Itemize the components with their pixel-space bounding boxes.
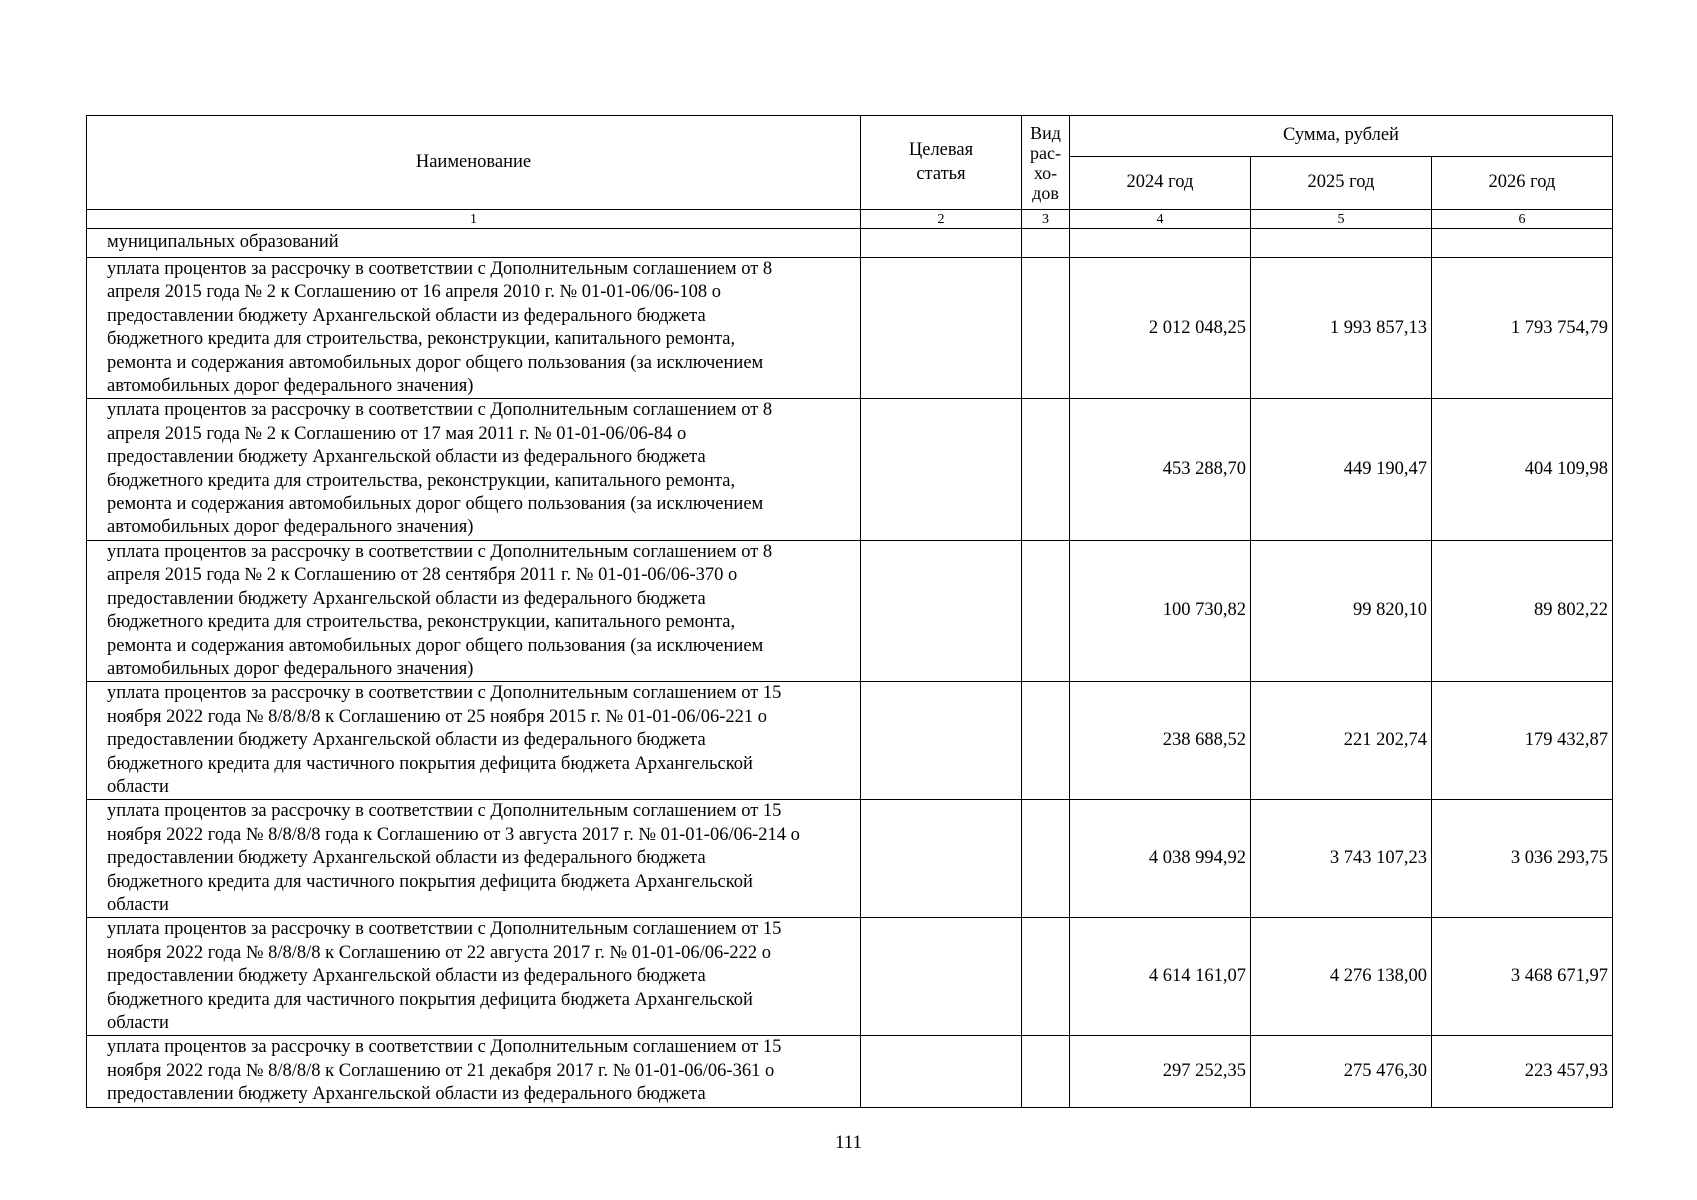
row-amount-2026: 179 432,87 bbox=[1432, 682, 1613, 800]
header-target-article bbox=[861, 116, 1022, 210]
header-target-article-line1: Целевая bbox=[908, 140, 974, 161]
header-year-2025: 2025 год bbox=[1251, 157, 1432, 210]
row-amount-2026: 404 109,98 bbox=[1432, 399, 1613, 540]
row-target-article bbox=[861, 682, 1022, 800]
row-name bbox=[87, 258, 861, 399]
table-row bbox=[87, 540, 1613, 681]
column-number-row bbox=[87, 210, 1613, 229]
row-name-line: апреля 2015 года № 2 к Соглашению от 16 апреля 2010 г. № 01-01-06/06-108 о bbox=[107, 282, 721, 303]
row-amount-2024: 4 614 161,07 bbox=[1070, 918, 1251, 1036]
header-expense-type-line: хо- bbox=[1033, 162, 1058, 183]
budget-table bbox=[86, 115, 1613, 1108]
row-name-line: уплата процентов за рассрочку в соответствии с Дополнительным соглашением от 8 bbox=[107, 400, 773, 421]
column-number: 6 bbox=[1432, 210, 1613, 229]
row-name-line: бюджетного кредита для строительства, реконструкции, капитального ремонта, bbox=[107, 470, 736, 491]
row-amount-2025: 1 993 857,13 bbox=[1251, 258, 1432, 399]
row-name-line: ремонта и содержания автомобильных дорог общего пользования (за исключением bbox=[107, 352, 764, 373]
row-name: муниципальных образований bbox=[87, 229, 861, 258]
row-amount-2025: 4 276 138,00 bbox=[1251, 918, 1432, 1036]
row-amount-2026: 3 468 671,97 bbox=[1432, 918, 1613, 1036]
row-amount-2025 bbox=[1251, 229, 1432, 258]
row-amount-2026: 1 793 754,79 bbox=[1432, 258, 1613, 399]
row-target-article bbox=[861, 229, 1022, 258]
row-target-article bbox=[861, 800, 1022, 918]
row-expense-type bbox=[1022, 229, 1070, 258]
row-name-line: апреля 2015 года № 2 к Соглашению от 17 мая 2011 г. № 01-01-06/06-84 о bbox=[107, 423, 687, 444]
column-number: 4 bbox=[1070, 210, 1251, 229]
row-name-line: ноября 2022 года № 8/8/8/8 года к Соглашению от 3 августа 2017 г. № 01-01-06/06-214 о bbox=[107, 824, 800, 845]
row-name-line: уплата процентов за рассрочку в соответствии с Дополнительным соглашением от 8 bbox=[107, 259, 773, 279]
row-name-line: автомобильных дорог федерального значения) bbox=[107, 517, 474, 538]
row-name-line: области bbox=[107, 1013, 169, 1033]
row-name bbox=[87, 540, 861, 681]
row-name-line: бюджетного кредита для частичного покрытия дефицита бюджета Архангельской bbox=[107, 753, 753, 774]
row-amount-2024: 2 012 048,25 bbox=[1070, 258, 1251, 399]
row-target-article bbox=[861, 918, 1022, 1036]
row-target-article bbox=[861, 258, 1022, 399]
row-name-line: предоставлении бюджету Архангельской области из федерального бюджета bbox=[107, 305, 706, 326]
row-amount-2025: 99 820,10 bbox=[1251, 540, 1432, 681]
row-name-line: апреля 2015 года № 2 к Соглашению от 28 сентября 2011 г. № 01-01-06/06-370 о bbox=[107, 565, 738, 586]
header-sum-group: Сумма, рублей bbox=[1070, 116, 1613, 157]
row-amount-2024: 4 038 994,92 bbox=[1070, 800, 1251, 918]
row-name-line: предоставлении бюджету Архангельской области из федерального бюджета bbox=[107, 730, 706, 751]
column-number: 3 bbox=[1022, 210, 1070, 229]
row-name bbox=[87, 682, 861, 800]
table-row bbox=[87, 682, 1613, 800]
column-number: 5 bbox=[1251, 210, 1432, 229]
table-body bbox=[87, 210, 1613, 1108]
row-name-line: бюджетного кредита для строительства, реконструкции, капитального ремонта, bbox=[107, 612, 736, 633]
row-amount-2024: 238 688,52 bbox=[1070, 682, 1251, 800]
row-name-line: уплата процентов за рассрочку в соответствии с Дополнительным соглашением от 8 bbox=[107, 541, 773, 562]
row-expense-type bbox=[1022, 258, 1070, 399]
row-name-line: уплата процентов за рассрочку в соответствии с Дополнительным соглашением от 15 bbox=[107, 683, 782, 704]
table-row bbox=[87, 800, 1613, 918]
row-name-line: автомобильных дорог федерального значения) bbox=[107, 376, 474, 397]
row-amount-2026: 3 036 293,75 bbox=[1432, 800, 1613, 918]
row-name bbox=[87, 800, 861, 918]
row-name-line: предоставлении бюджету Архангельской области из федерального бюджета bbox=[107, 588, 706, 609]
row-name-line: области bbox=[107, 776, 169, 797]
row-expense-type bbox=[1022, 800, 1070, 918]
table-row bbox=[87, 918, 1613, 1036]
row-target-article bbox=[861, 1036, 1022, 1107]
row-name-line: уплата процентов за рассрочку в соответствии с Дополнительным соглашением от 15 bbox=[107, 919, 782, 940]
row-expense-type bbox=[1022, 540, 1070, 681]
row-expense-type bbox=[1022, 1036, 1070, 1107]
table-header bbox=[87, 116, 1613, 210]
row-name bbox=[87, 1036, 861, 1107]
row-expense-type bbox=[1022, 399, 1070, 540]
header-year-2026: 2026 год bbox=[1432, 157, 1613, 210]
row-expense-type bbox=[1022, 682, 1070, 800]
row-expense-type bbox=[1022, 918, 1070, 1036]
row-amount-2025: 221 202,74 bbox=[1251, 682, 1432, 800]
row-name-line: бюджетного кредита для частичного покрытия дефицита бюджета Архангельской bbox=[107, 989, 753, 1010]
row-name-line: предоставлении бюджету Архангельской области из федерального бюджета bbox=[107, 1084, 706, 1105]
row-target-article bbox=[861, 540, 1022, 681]
header-target-article-line2: статья bbox=[916, 163, 966, 184]
row-name-line: ремонта и содержания автомобильных дорог общего пользования (за исключением bbox=[107, 494, 764, 515]
column-number: 1 bbox=[87, 210, 861, 229]
row-name-line: ноября 2022 года № 8/8/8/8 к Соглашению от 21 декабря 2017 г. № 01-01-06/06-361 о bbox=[107, 1060, 775, 1081]
row-name-line: бюджетного кредита для строительства, реконструкции, капитального ремонта, bbox=[107, 329, 736, 350]
table-row bbox=[87, 258, 1613, 399]
row-amount-2024: 297 252,35 bbox=[1070, 1036, 1251, 1107]
header-expense-type bbox=[1022, 116, 1070, 210]
row-name-line: ноября 2022 года № 8/8/8/8 к Соглашению от 22 августа 2017 г. № 01-01-06/06-222 о bbox=[107, 942, 772, 963]
row-name-line: области bbox=[107, 894, 169, 915]
row-amount-2024: 453 288,70 bbox=[1070, 399, 1251, 540]
row-amount-2026: 223 457,93 bbox=[1432, 1036, 1613, 1107]
row-amount-2024: 100 730,82 bbox=[1070, 540, 1251, 681]
row-name-line: бюджетного кредита для частичного покрытия дефицита бюджета Архангельской bbox=[107, 871, 753, 892]
table-row bbox=[87, 229, 1613, 258]
row-name bbox=[87, 399, 861, 540]
header-expense-type-line: Вид bbox=[1030, 122, 1061, 143]
row-name-line: ноября 2022 года № 8/8/8/8 к Соглашению от 25 ноября 2015 г. № 01-01-06/06-221 о bbox=[107, 706, 767, 727]
row-target-article bbox=[861, 399, 1022, 540]
row-amount-2025: 3 743 107,23 bbox=[1251, 800, 1432, 918]
row-amount-2025: 275 476,30 bbox=[1251, 1036, 1432, 1107]
header-expense-type-line: дов bbox=[1032, 182, 1059, 203]
row-name-line: предоставлении бюджету Архангельской области из федерального бюджета bbox=[107, 966, 706, 987]
row-name-line: автомобильных дорог федерального значения) bbox=[107, 658, 474, 679]
row-name-line: ремонта и содержания автомобильных дорог общего пользования (за исключением bbox=[107, 635, 764, 656]
row-amount-2026 bbox=[1432, 229, 1613, 258]
row-name bbox=[87, 918, 861, 1036]
column-number: 2 bbox=[861, 210, 1022, 229]
row-name-line: предоставлении бюджету Архангельской области из федерального бюджета bbox=[107, 848, 706, 869]
row-name-line: уплата процентов за рассрочку в соответствии с Дополнительным соглашением от 15 bbox=[107, 1037, 782, 1058]
header-name: Наименование bbox=[87, 116, 861, 210]
row-amount-2026: 89 802,22 bbox=[1432, 540, 1613, 681]
row-name-line: предоставлении бюджету Архангельской области из федерального бюджета bbox=[107, 447, 706, 468]
row-amount-2025: 449 190,47 bbox=[1251, 399, 1432, 540]
row-name-line: уплата процентов за рассрочку в соответствии с Дополнительным соглашением от 15 bbox=[107, 801, 782, 822]
header-year-2024: 2024 год bbox=[1070, 157, 1251, 210]
page-number: 111 bbox=[834, 1132, 863, 1153]
table-row bbox=[87, 1036, 1613, 1107]
row-amount-2024 bbox=[1070, 229, 1251, 258]
header-expense-type-line: рас- bbox=[1030, 142, 1061, 163]
table-row bbox=[87, 399, 1613, 540]
